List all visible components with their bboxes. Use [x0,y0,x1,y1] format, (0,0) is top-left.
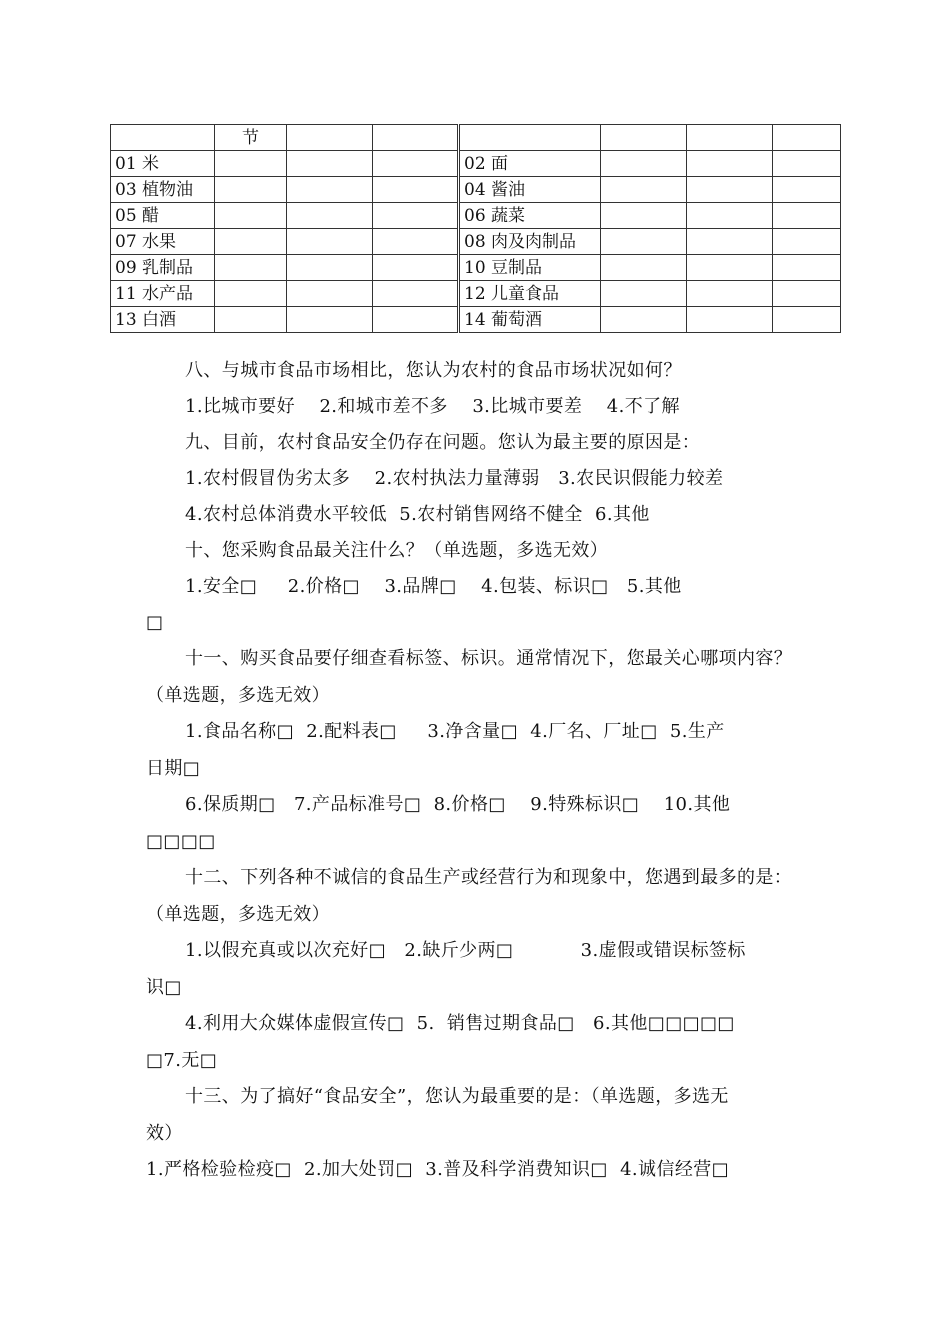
food-item-cell: 08 肉及肉制品 [459,229,601,255]
table-cell [215,151,287,177]
table-cell [773,229,841,255]
table-cell [373,177,459,203]
question-11-options-2: 6.保质期□ 7.产品标准号□ 8.价格□ 9.特殊标识□ 10.其他 [185,794,731,815]
table-row [111,203,841,229]
table-cell [215,281,287,307]
table-cell [215,255,287,281]
food-item-cell: 13 白酒 [111,307,215,333]
question-12-title: 十二、下列各种不诚信的食品生产或经营行为和现象中，您遇到最多的是： [185,867,793,888]
table-header-cell: 节 [215,125,287,151]
food-item-cell: 06 蔬菜 [459,203,601,229]
question-11-options-1-cont: 日期□ [146,758,201,779]
table-row [111,281,841,307]
table-cell [601,203,687,229]
question-10-options-cont: □ [146,612,164,633]
table-cell [373,281,459,307]
question-11-options-1: 1.食品名称□ 2.配料表□ 3.净含量□ 4.厂名、厂址□ 5.生产 [185,721,725,742]
table-cell [373,307,459,333]
food-item-cell: 11 水产品 [111,281,215,307]
question-11-title-cont: （单选题，多选无效） [146,685,330,706]
table-cell [773,307,841,333]
table-cell [773,151,841,177]
table-row [111,229,841,255]
table-cell [773,203,841,229]
question-11-options-2-cont: □□□□ [146,831,216,852]
table-cell [373,203,459,229]
question-12-options-1: 1.以假充真或以次充好□ 2.缺斤少两□ 3.虚假或错误标签标 [185,940,746,961]
table-cell [287,307,373,333]
table-cell [287,203,373,229]
question-8-options: 1.比城市要好 2.和城市差不多 3.比城市要差 4.不了解 [185,396,680,417]
table-header-cell [373,125,459,151]
table-cell [601,177,687,203]
food-item-cell: 04 酱油 [459,177,601,203]
food-item-cell: 03 植物油 [111,177,215,203]
table-cell [287,151,373,177]
question-12-options-2-cont: □7.无□ [146,1050,218,1071]
table-cell [373,255,459,281]
table-cell [687,255,773,281]
question-12-title-cont: （单选题，多选无效） [146,904,330,925]
food-item-cell: 05 醋 [111,203,215,229]
table-cell [687,281,773,307]
table-header-cell [287,125,373,151]
table-header-cell [111,125,215,151]
question-11-title: 十一、购买食品要仔细查看标签、标识。通常情况下，您最关心哪项内容？ [185,648,793,669]
table-cell [687,229,773,255]
table-header-cell [687,125,773,151]
question-12-options-1-cont: 识□ [146,977,182,998]
table-cell [215,307,287,333]
food-item-cell: 01 米 [111,151,215,177]
table-cell [601,229,687,255]
table-cell [373,151,459,177]
table-cell [287,177,373,203]
table-cell [687,307,773,333]
question-10-title: 十、您采购食品最关注什么？（单选题，多选无效） [185,540,609,561]
question-9-options-2: 4.农村总体消费水平较低 5.农村销售网络不健全 6.其他 [185,504,650,525]
question-10-options: 1.安全□ 2.价格□ 3.品牌□ 4.包装、标识□ 5.其他 [185,576,682,597]
table-cell [601,255,687,281]
table-row [111,307,841,333]
table-cell [287,281,373,307]
table-cell [687,151,773,177]
table-cell [773,281,841,307]
table-cell [287,229,373,255]
food-item-cell: 02 面 [459,151,601,177]
food-item-cell: 14 葡萄酒 [459,307,601,333]
question-9-options-1: 1.农村假冒伪劣太多 2.农村执法力量薄弱 3.农民识假能力较差 [185,468,724,489]
question-13-options: 1.严格检验检疫□ 2.加大处罚□ 3.普及科学消费知识□ 4.诚信经营□ [146,1159,730,1180]
question-13-title-cont: 效） [146,1123,183,1144]
table-cell [773,255,841,281]
table-cell [601,281,687,307]
table-header-row [111,125,841,151]
table-cell [215,203,287,229]
food-item-cell: 12 儿童食品 [459,281,601,307]
question-13-title: 十三、为了搞好“食品安全”，您认为最重要的是：（单选题，多选无 [185,1086,729,1107]
table-cell [215,229,287,255]
food-category-table [110,124,841,333]
table-cell [373,229,459,255]
table-cell [287,255,373,281]
food-item-cell: 07 水果 [111,229,215,255]
table-cell [687,177,773,203]
table-cell [601,151,687,177]
question-9-title: 九、目前，农村食品安全仍存在问题。您认为最主要的原因是： [185,432,701,453]
table-cell [773,177,841,203]
table-header-cell [601,125,687,151]
question-8-title: 八、与城市食品市场相比，您认为农村的食品市场状况如何？ [185,360,682,381]
table-row [111,151,841,177]
food-item-cell: 10 豆制品 [459,255,601,281]
table-header-cell [459,125,601,151]
table-cell [687,203,773,229]
question-12-options-2: 4.利用大众媒体虚假宣传□ 5. 销售过期食品□ 6.其他□□□□□ [185,1013,735,1034]
table-row [111,255,841,281]
food-item-cell: 09 乳制品 [111,255,215,281]
table-cell [601,307,687,333]
table-cell [215,177,287,203]
table-row [111,177,841,203]
table-header-cell [773,125,841,151]
